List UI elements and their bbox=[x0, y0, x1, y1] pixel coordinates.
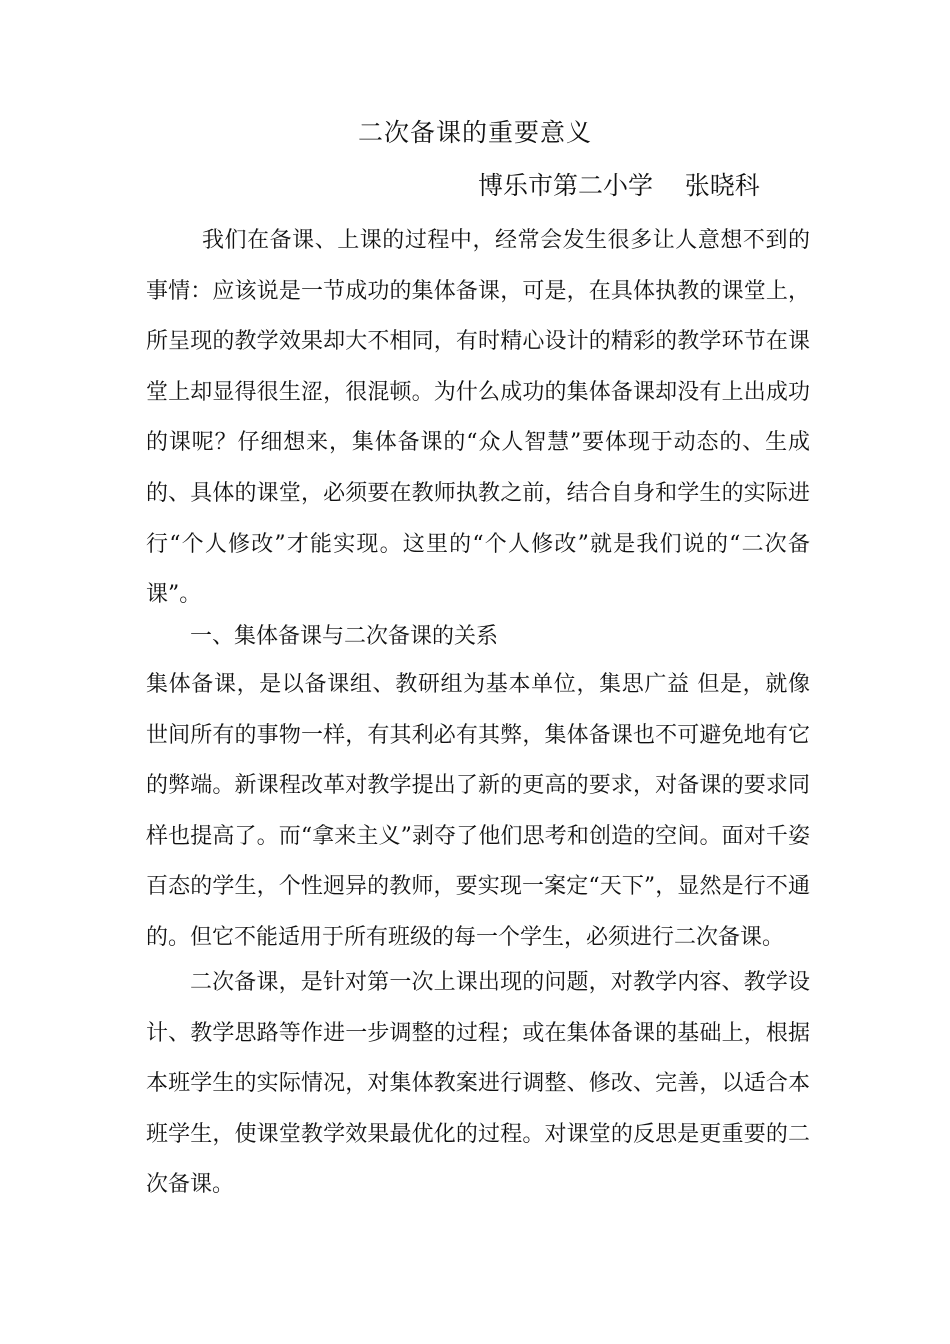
document-title: 二次备课的重要意义 bbox=[357, 118, 592, 147]
paragraph-intro: 我们在备课、上课的过程中，经常会发生很多让人意想不到的事情：应该说是一节成功的集体备课，可是，在具体执教的课堂上，所呈现的教学效果却大不相同，有时精心设计的精彩的教学环节在课堂上却显得很生涩，很混顿。为什么成功的集体备课却没有上出成功的课呢？仔细想来，集体备课的“众人智慧”要体现于动态的、生成的、具体的课堂，必须要在教师执教之前，结合自身和学生的实际进行“个人修改”才能实现。这里的“个人修改”就是我们说的“二次备课”。 bbox=[146, 228, 810, 608]
paragraph-second-prep: 二次备课，是针对第一次上课出现的问题，对教学内容、教学设计、教学思路等作进一步调整的过程；或在集体备课的基础上，根据本班学生的实际情况，对集体教案进行调整、修改、完善，以适合本班学生，使课堂教学效果最优化的过程。对课堂的反思是更重要的二次备课。 bbox=[146, 970, 810, 1198]
author-line: 博乐市第二小学 张晓科 bbox=[478, 171, 760, 200]
section-heading: 一、集体备课与二次备课的关系 bbox=[190, 624, 499, 649]
paragraph-collective-prep: 集体备课，是以备课组、教研组为基本单位，集思广益 但是，就像世间所有的事物一样，有其利必有其弊，集体备课也不可避免地有它的弊端。新课程改革对教学提出了新的更高的要求，对备课的要求同样也提高了。而“拿来主义”剥夺了他们思考和创造的空间。面对千姿百态的学生，个性迥异的教师，要实现一案定“天下”，显然是行不通的。但它不能适用于所有班级的每一个学生，必须进行二次备课。 bbox=[146, 672, 810, 950]
